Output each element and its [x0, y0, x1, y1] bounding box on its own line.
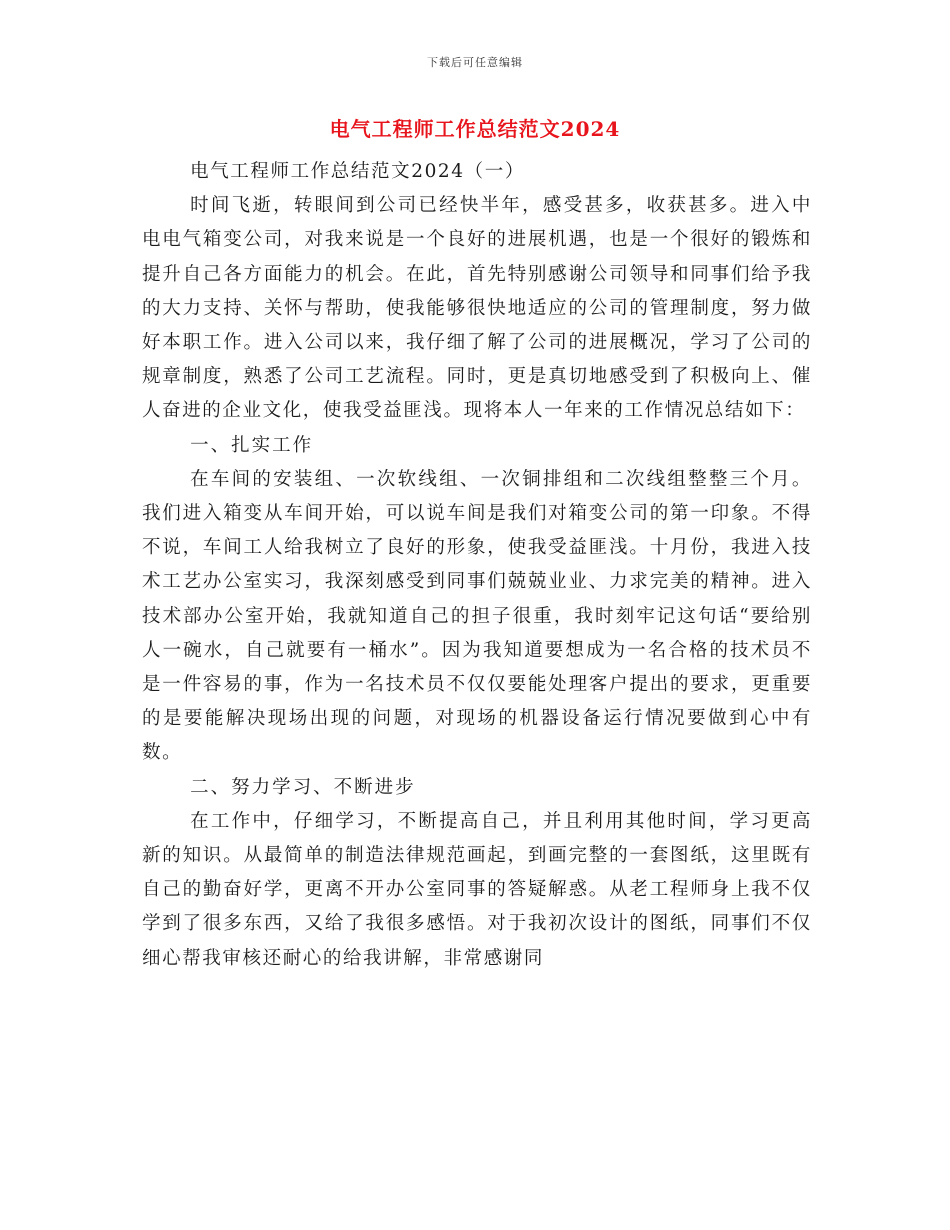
section-heading: 电气工程师工作总结范文2024（一）	[190, 161, 525, 182]
header-note: 下载后可任意编辑	[427, 56, 523, 69]
document-body	[142, 155, 812, 976]
subheading-1: 一、扎实工作	[190, 434, 314, 456]
subheading-2: 二、努力学习、不断进步	[190, 776, 416, 798]
paragraph: 时间飞逝，转眼间到公司已经快半年，感受甚多，收获甚多。进入中电电气箱变公司，对我来说是一个良好的进展机遇，也是一个很好的锻炼和提升自己各方面能力的机会。在此，首先特别感谢公司领导和同事们给予我的大力支持、关怀与帮助，使我能够很快地适应的公司的管理制度，努力做好本职工作。进入公司以来，我仔细了解了公司的进展概况，学习了公司的规章制度，熟悉了公司工艺流程。同时，更是真切地感受到了积极向上、催人奋进的企业文化，使我受益匪浅。现将本人一年来的工作情况总结如下：	[142, 195, 812, 422]
paragraph: 在车间的安装组、一次软线组、一次铜排组和二次线组整整三个月。我们进入箱变从车间开始，可以说车间是我们对箱变公司的第一印象。不得不说，车间工人给我树立了良好的形象，使我受益匪浅。十月份，我进入技术工艺办公室实习，我深刻感受到同事们兢兢业业、力求完美的精神。进入技术部办公室开始，我就知道自己的担子很重，我时刻牢记这句话“要给别人一碗水，自己就要有一桶水”。因为我知道要想成为一名合格的技术员不是一件容易的事，作为一名技术员不仅仅要能处理客户提出的要求，更重要的是要能解决现场出现的问题，对现场的机器设备运行情况要做到心中有数。	[142, 468, 812, 764]
document-title: 电气工程师工作总结范文2024	[329, 117, 621, 141]
paragraph: 在工作中，仔细学习，不断提高自己，并且利用其他时间，学习更高新的知识。从最简单的制造法律规范画起，到画完整的一套图纸，这里既有自己的勤奋好学，更离不开办公室同事的答疑解惑。从老工程师身上我不仅学到了很多东西，又给了我很多感悟。对于我初次设计的图纸，同事们不仅细心帮我审核还耐心的给我讲解，非常感谢同	[142, 810, 812, 969]
